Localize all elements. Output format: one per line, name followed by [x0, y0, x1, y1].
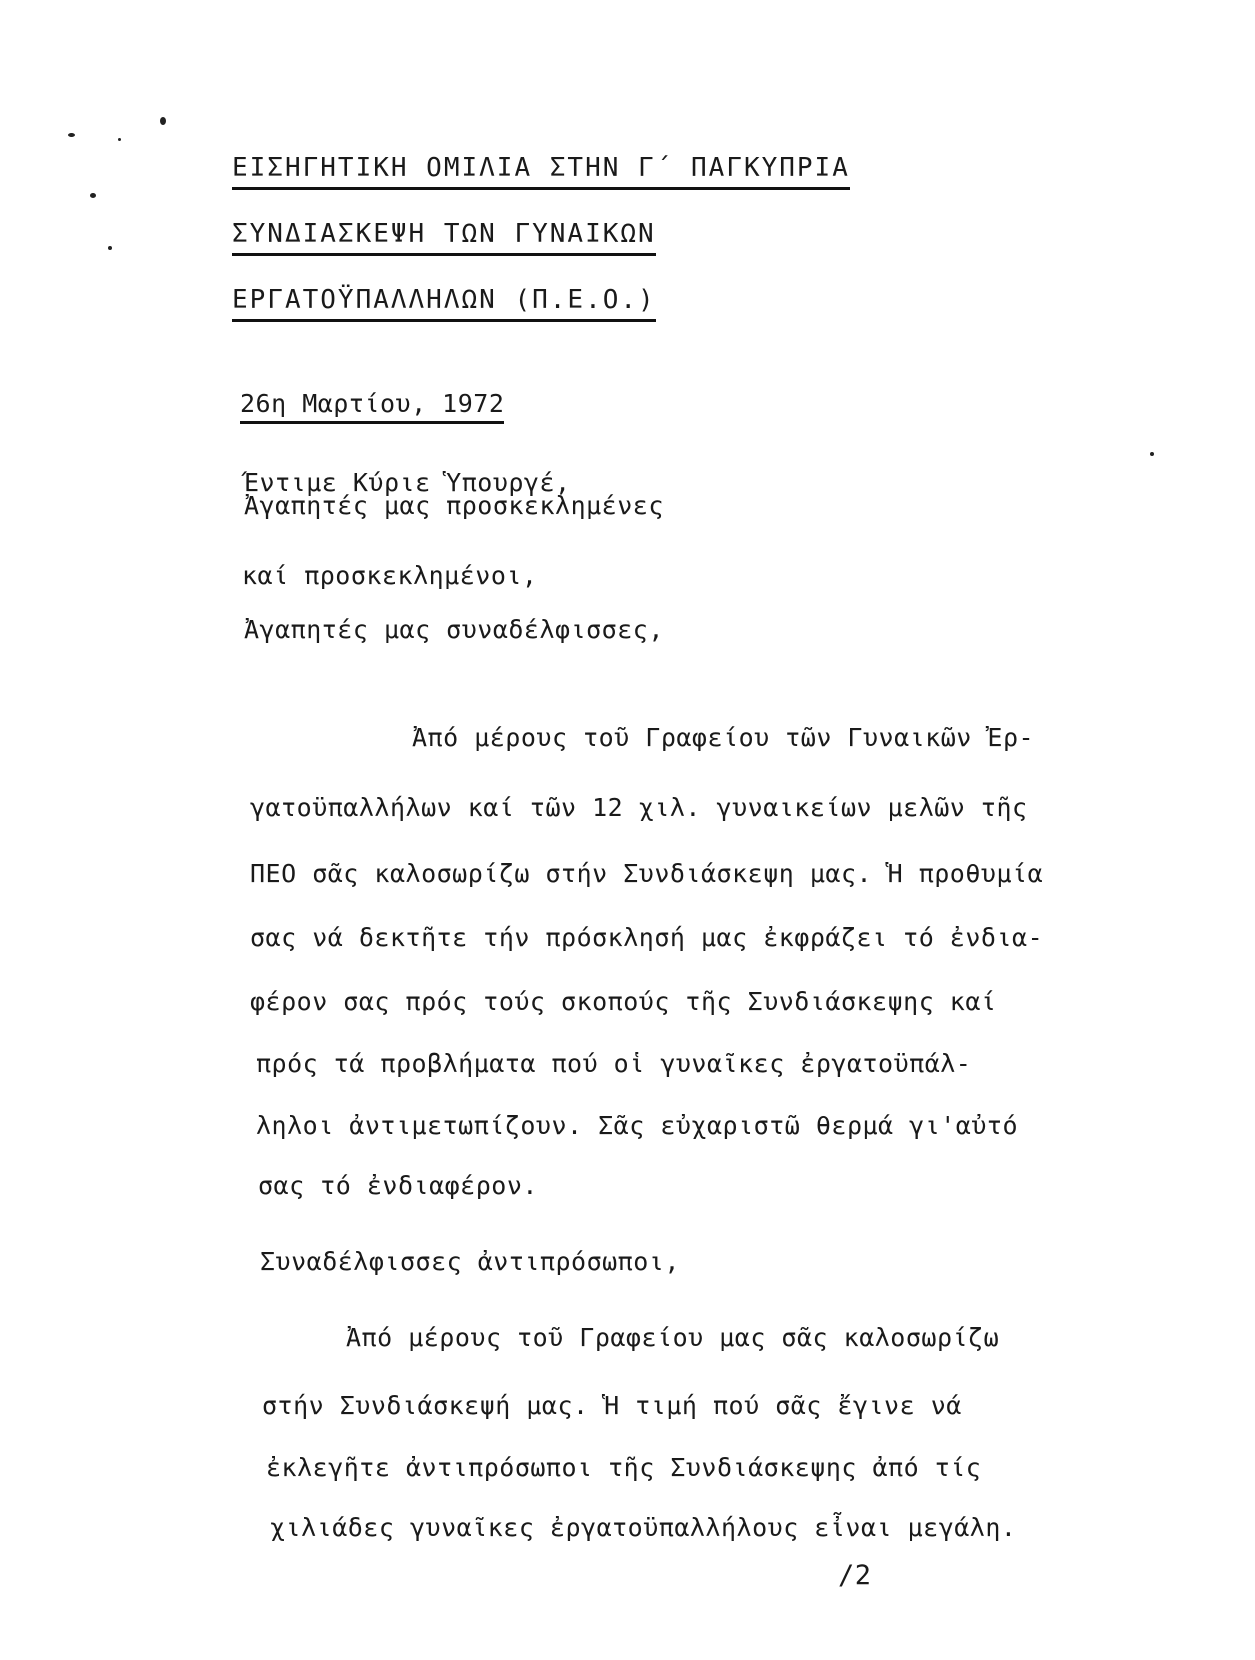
paragraph1-line: φέρον σας πρός τούς σκοπούς τῆς Συνδιάσκεψης καί	[250, 987, 997, 1016]
scan-speck	[1150, 452, 1154, 456]
paragraph2-line: χιλιάδες γυναῖκες ἐργατοϋπαλλήλους εἶναι μεγάλη.	[270, 1513, 1017, 1542]
paragraph2-line: Ἀπό μέρους τοῦ Γραφείου μας σᾶς καλοσωρίζω	[346, 1323, 1000, 1352]
paragraph1-line: σας νά δεκτῆτε τήν πρόσκλησή μας ἐκφράζει τό ἐνδια-	[250, 923, 1044, 952]
salutation-line-2: Ἀγαπητές μας προσκεκλημένες	[244, 491, 664, 520]
paragraph1-line: Ἀπό μέρους τοῦ Γραφείου τῶν Γυναικῶν Ἐρ-	[412, 723, 1035, 752]
heading-line-3: ΕΡΓΑΤΟΫΠΑΛΛΗΛΩΝ (Π.Ε.Ο.)	[232, 287, 656, 322]
salutation-line-3: καί προσκεκλημένοι,	[242, 561, 538, 590]
document-date: 26η Μαρτίου, 1972	[240, 391, 504, 424]
scan-speck	[68, 133, 75, 137]
paragraph1-line: πρός τά προβλήματα πού οἱ γυναῖκες ἐργατοϋπάλ-	[256, 1049, 972, 1078]
scan-speck	[108, 246, 112, 250]
paragraph1-line: σας τό ἐνδιαφέρον.	[258, 1171, 538, 1200]
address-delegates: Συναδέλφισσες ἀντιπρόσωποι,	[260, 1247, 680, 1276]
paragraph1-line: ΠΕΟ σᾶς καλοσωρίζω στήν Συνδιάσκεψη μας. Ἡ προθυμία	[250, 859, 1044, 888]
paragraph2-line: ἐκλεγῆτε ἀντιπρόσωποι τῆς Συνδιάσκεψης ἀπό τίς	[266, 1453, 982, 1482]
paragraph2-line: στήν Συνδιάσκεψή μας. Ἡ τιμή πού σᾶς ἔγινε νά	[262, 1391, 962, 1420]
paragraph1-line: ληλοι ἀντιμετωπίζουν. Σᾶς εὐχαριστῶ θερμά γι'αὐτό	[256, 1111, 1019, 1140]
scan-speck	[160, 117, 166, 125]
salutation-line-1: Έντιμε Κύριε Ὑπουργέ,	[244, 468, 571, 497]
salutation-line-4: Ἀγαπητές μας συναδέλφισσες,	[244, 615, 664, 644]
heading-line-1: ΕΙΣΗΓΗΤΙΚΗ ΟΜΙΛΙΑ ΣΤΗΝ Γ΄ ΠΑΓΚΥΠΡΙΑ	[232, 155, 850, 190]
paragraph1-line: γατοϋπαλλήλων καί τῶν 12 χιλ. γυναικείων μελῶν τῆς	[250, 793, 1028, 822]
scan-speck	[90, 193, 96, 198]
page-continuation-marker: /2	[838, 1560, 872, 1591]
scan-speck	[118, 138, 121, 141]
heading-line-2: ΣΥΝΔΙΑΣΚΕΨΗ ΤΩΝ ΓΥΝΑΙΚΩΝ	[232, 221, 656, 256]
